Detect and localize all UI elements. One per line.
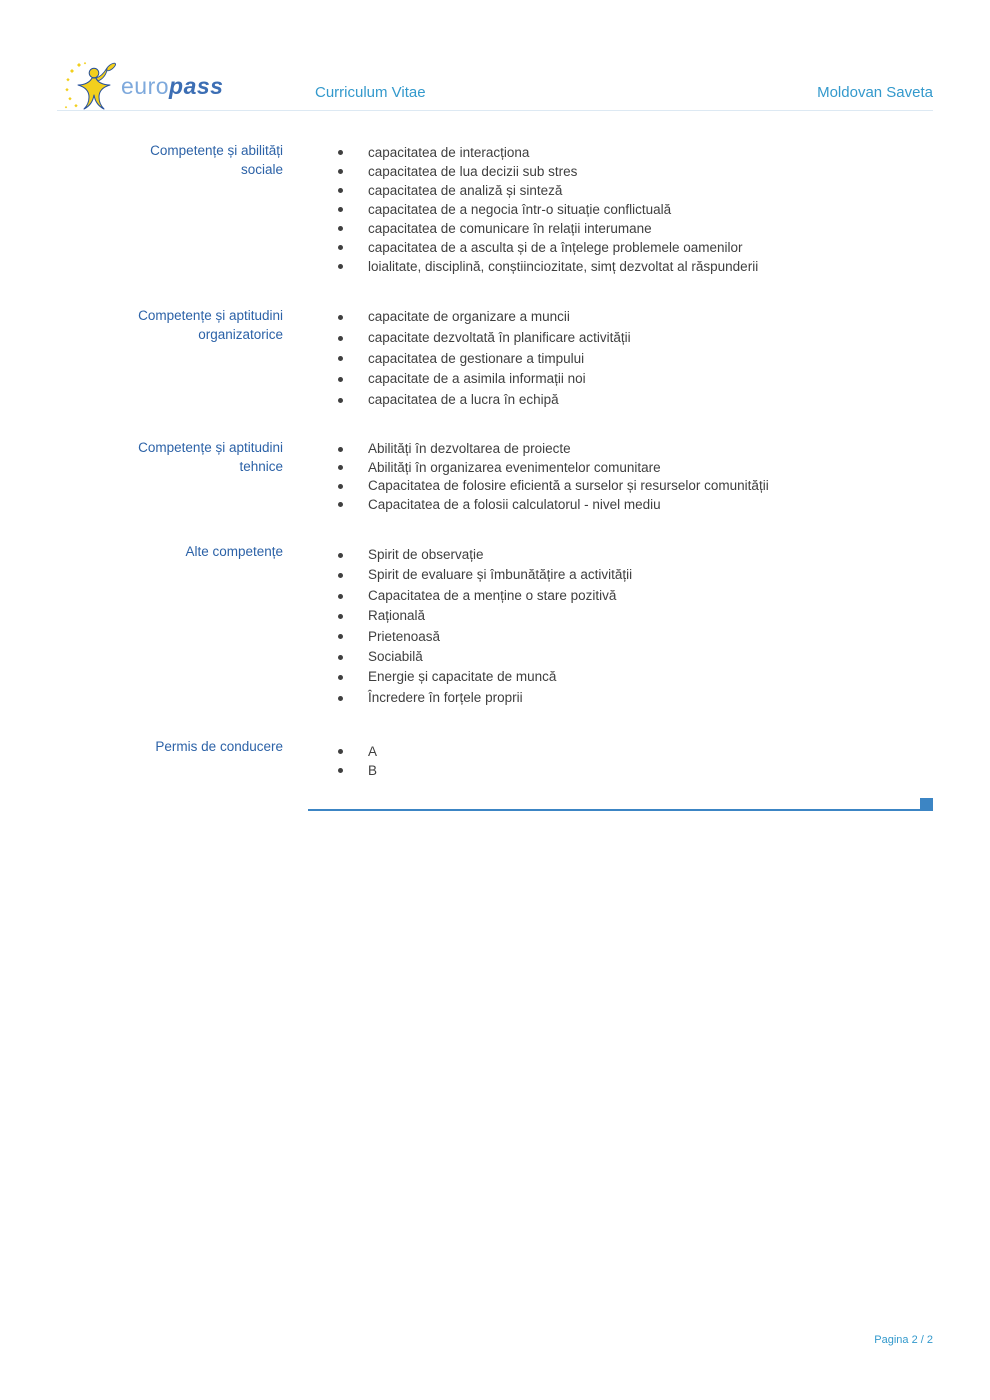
bullet-item: Rațională xyxy=(337,606,917,626)
section-label: Permis de conducere xyxy=(155,739,283,754)
europass-figure-icon xyxy=(64,60,120,112)
bullet-item: capacitate de organizare a muncii xyxy=(337,307,917,328)
bullet-item: capacitatea de comunicare în relații interumane xyxy=(337,219,917,238)
bullet-item: capacitatea de interacționa xyxy=(337,143,917,162)
bullet-item: Spirit de observație xyxy=(337,545,917,565)
section-label: Alte competențe xyxy=(185,544,283,559)
europass-wordmark xyxy=(121,72,224,99)
section-label: Competențe și aptitudini tehnice xyxy=(138,440,283,474)
bullet-item: loialitate, disciplină, conștiinciozitate, simț dezvoltat al răspunderii xyxy=(337,257,917,276)
bullet-item: Capacitatea de a folosii calculatorul - nivel mediu xyxy=(337,496,917,515)
bullet-item: Abilități în organizarea evenimentelor comunitare xyxy=(337,459,917,478)
bullet-item: A xyxy=(337,742,917,761)
bullet-item: Spirit de evaluare și îmbunătățire a activității xyxy=(337,565,917,585)
bullet-item: capacitatea de a asculta și de a înțelege problemele oamenilor xyxy=(337,238,917,257)
end-rule-square xyxy=(920,798,933,811)
logo-pass-text: pass xyxy=(169,72,224,99)
bullet-item: capacitatea de analiză și sinteză xyxy=(337,181,917,200)
bullet-item: capacitatea de a negocia într-o situație conflictuală xyxy=(337,200,917,219)
bullet-item: Abilități în dezvoltarea de proiecte xyxy=(337,440,917,459)
europass-logo xyxy=(64,60,223,112)
bullet-list xyxy=(337,307,917,411)
person-name: Moldovan Saveta xyxy=(817,84,933,101)
logo-euro-text: euro xyxy=(121,72,170,99)
section-label: Competențe și abilități sociale xyxy=(150,143,283,177)
page-number: Pagina 2 / 2 xyxy=(874,1334,933,1346)
document-title: Curriculum Vitae xyxy=(315,84,426,101)
bullet-list xyxy=(337,742,917,780)
bullet-list xyxy=(337,440,917,514)
bullet-item: capacitatea de a lucra în echipă xyxy=(337,390,917,411)
bullet-item: Energie și capacitate de muncă xyxy=(337,667,917,687)
section-label: Competențe și aptitudini organizatorice xyxy=(138,308,283,342)
bullet-item: capacitatea de gestionare a timpului xyxy=(337,349,917,370)
bullet-item: Sociabilă xyxy=(337,647,917,667)
bullet-item: capacitate de a asimila informații noi xyxy=(337,369,917,390)
bullet-item: Prietenoasă xyxy=(337,627,917,647)
bullet-item: Încredere în forțele proprii xyxy=(337,688,917,708)
bullet-item: Capacitatea de a menține o stare pozitivă xyxy=(337,586,917,606)
bullet-item: capacitate dezvoltată în planificare activității xyxy=(337,328,917,349)
header-divider xyxy=(57,110,933,111)
bullet-item: capacitatea de lua decizii sub stres xyxy=(337,162,917,181)
bullet-item: B xyxy=(337,761,917,780)
bullet-list xyxy=(337,545,917,708)
bullet-item: Capacitatea de folosire eficientă a surselor și resurselor comunității xyxy=(337,477,917,496)
section-end-rule xyxy=(308,809,933,811)
bullet-list xyxy=(337,143,917,276)
